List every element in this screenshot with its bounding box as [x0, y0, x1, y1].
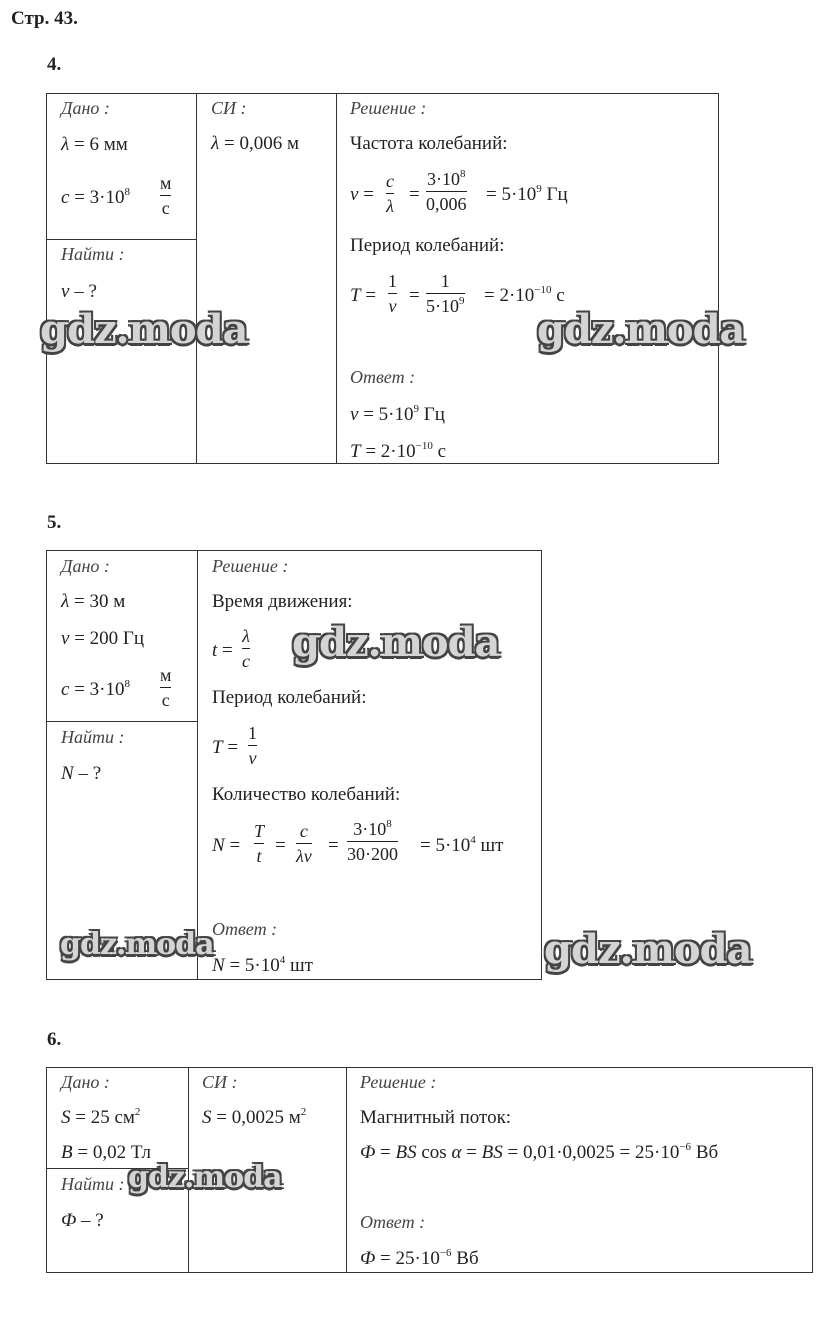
- p4-si-lambda: λ = 0,006 м: [211, 133, 299, 154]
- p4-naiti-label: Найти :: [61, 244, 125, 264]
- p5-step1-title: Время движения:: [212, 591, 353, 612]
- watermark: gdz.moda: [60, 927, 214, 962]
- watermark: gdz.moda: [128, 1160, 282, 1195]
- watermark: gdz.moda: [292, 619, 500, 666]
- p6-answer-1: $Ф = 25\cdot 10^{-6}$ Вб: [360, 1247, 479, 1269]
- problem-6-number: 6.: [47, 1029, 62, 1050]
- p5-naiti-label: Найти :: [61, 727, 125, 747]
- p6-given-b: B = 0,02 Тл: [61, 1142, 151, 1163]
- p4-dano-label: Дано :: [61, 98, 110, 118]
- p5-given-nu: ν = 200 Гц: [61, 628, 145, 649]
- watermark: gdz.moda: [40, 306, 248, 353]
- p6-naiti-label: Найти :: [61, 1174, 125, 1194]
- watermark: gdz.moda: [537, 306, 745, 353]
- page-header: Стр. 43.: [11, 8, 78, 29]
- p5-given-c: $c = 3\cdot 10^8$: [61, 678, 130, 700]
- p5-otvet-label: Ответ :: [212, 919, 278, 939]
- p6-si-label: СИ :: [202, 1072, 238, 1092]
- p6-dano-label: Дано :: [61, 1072, 110, 1092]
- p6-given-s: S = 25 $см^2$: [61, 1106, 141, 1128]
- p4-si-label: СИ :: [211, 98, 247, 118]
- p6-si-s: S = 0,0025 $м^2$: [202, 1106, 307, 1128]
- p6-step1-title: Магнитный поток:: [360, 1107, 512, 1128]
- p5-find: N – ?: [61, 763, 102, 784]
- p5-given-c-units: м с: [160, 665, 172, 710]
- p4-step2-title: Период колебаний:: [350, 235, 505, 256]
- p5-given-lambda: λ = 30 м: [61, 591, 126, 612]
- p6-find: Ф – ?: [61, 1210, 104, 1231]
- problem-4-number: 4.: [47, 54, 62, 75]
- p6-otvet-label: Ответ :: [360, 1212, 426, 1232]
- p4-answer-1: $\nu = 5\cdot 10^9$ Гц: [350, 403, 445, 425]
- p5-reshenie-label: Решение :: [212, 556, 289, 576]
- p4-reshenie-label: Решение :: [350, 98, 427, 118]
- p4-step1-title: Частота колебаний:: [350, 133, 508, 154]
- p4-find: ν – ?: [61, 281, 97, 302]
- p4-given-lambda: λ = 6 мм: [61, 134, 128, 155]
- p5-step3-title: Количество колебаний:: [212, 784, 401, 805]
- p4-given-c-units: м с: [160, 173, 172, 218]
- watermark: gdz.moda: [544, 926, 752, 973]
- problem-5-number: 5.: [47, 512, 62, 533]
- p6-reshenie-label: Решение :: [360, 1072, 437, 1092]
- p5-step2-title: Период колебаний:: [212, 687, 367, 708]
- p4-given-c: $c = 3\cdot 10^8$: [61, 186, 130, 208]
- p5-dano-label: Дано :: [61, 556, 110, 576]
- p4-answer-2: $T = 2\cdot 10^{-10}$ с: [350, 440, 447, 462]
- p4-otvet-label: Ответ :: [350, 367, 416, 387]
- p6-step1-formula: Ф = BS cos α = BS = $0,01\cdot 0,0025 = 25\cdot 10^{-6}$ Вб: [360, 1141, 719, 1163]
- p5-answer-1: $N = 5\cdot 10^4$ шт: [212, 954, 313, 976]
